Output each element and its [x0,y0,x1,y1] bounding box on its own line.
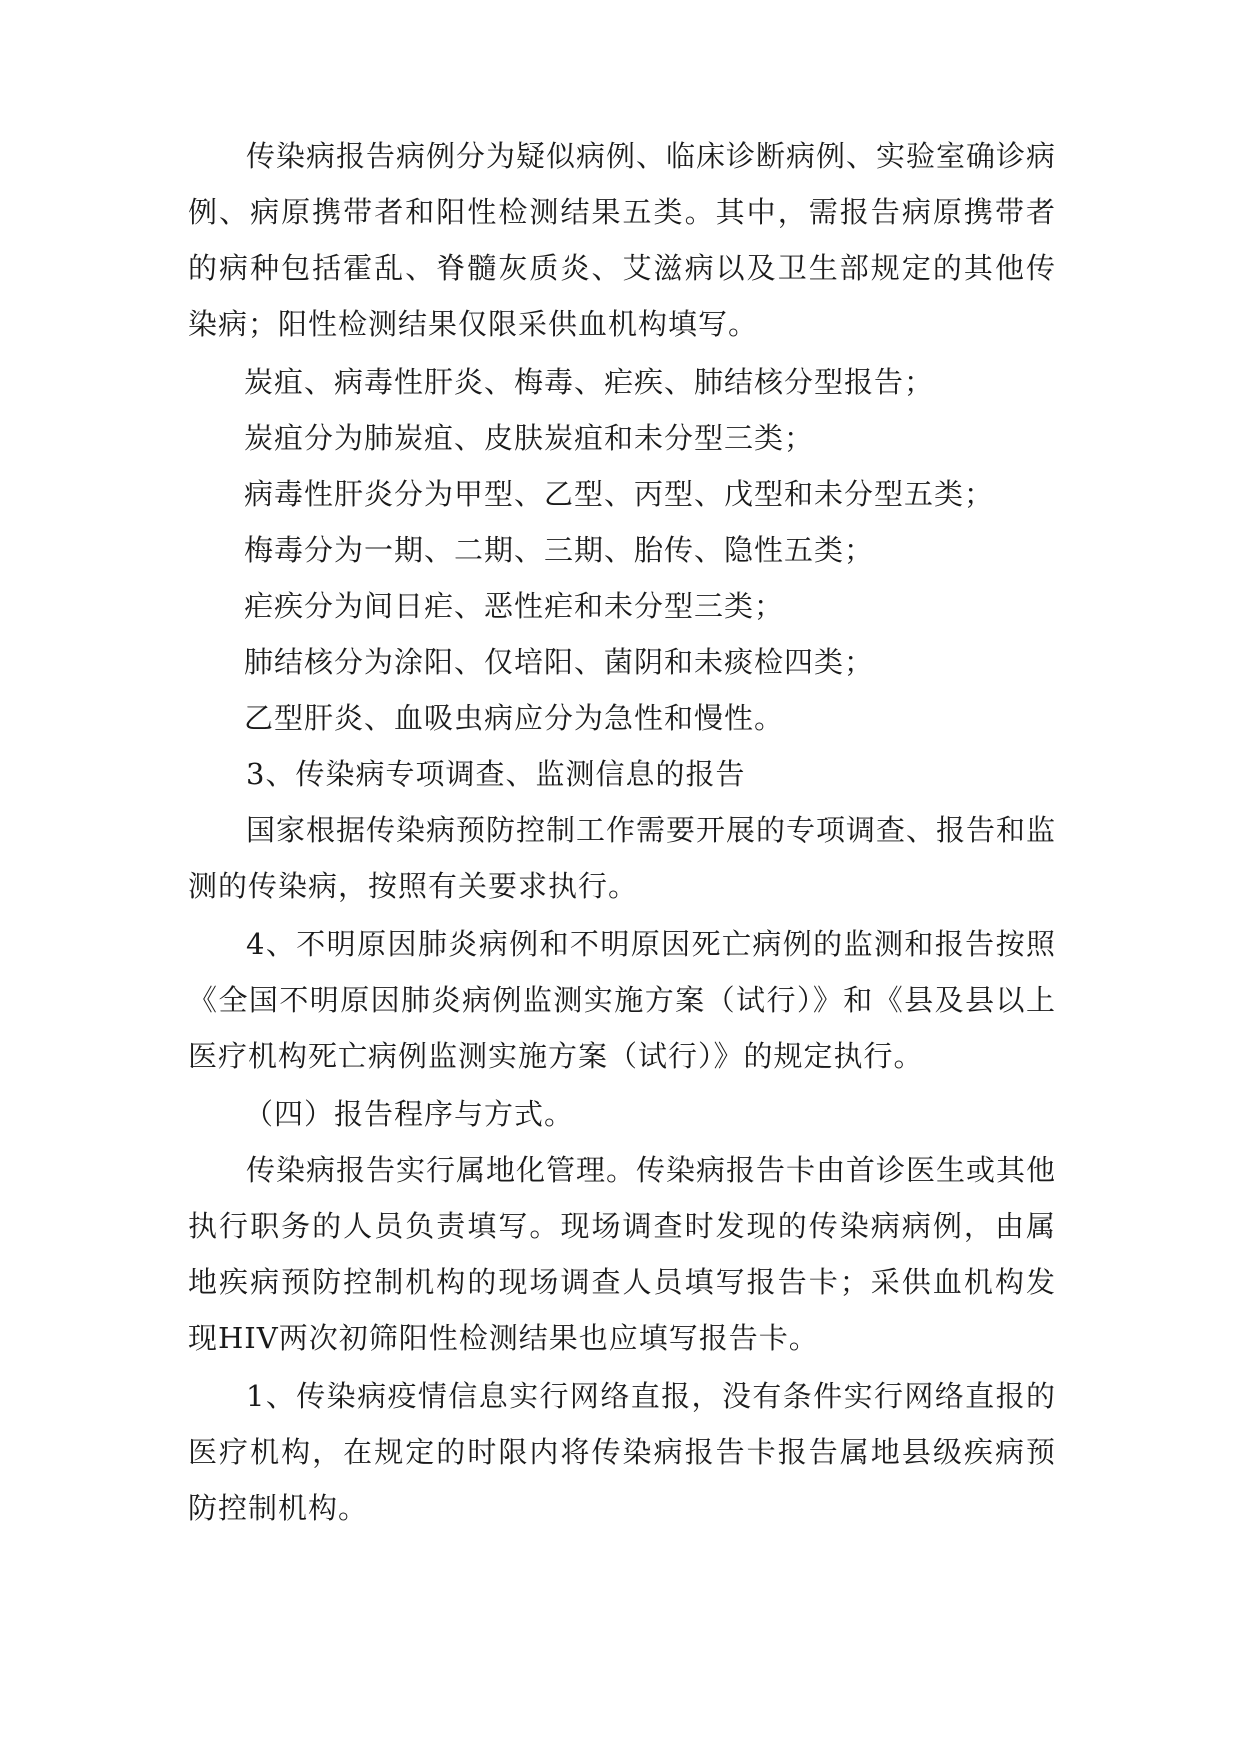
line-typed-reporting: 炭疽、病毒性肝炎、梅毒、疟疾、肺结核分型报告； [244,365,935,399]
line-syphilis-types: 梅毒分为一期、二期、三期、胎传、隐性五类； [244,533,875,567]
paragraph-special-survey: 国家根据传染病预防控制工作需要开展的专项调查、报告和监测的传染病，按照有关要求执行。 [188,813,1057,903]
line-hepatitis-types: 病毒性肝炎分为甲型、乙型、丙型、戊型和未分型五类； [244,477,995,511]
line-malaria-types: 疟疾分为间日疟、恶性疟和未分型三类； [244,589,785,623]
line-acute-chronic: 乙型肝炎、血吸虫病应分为急性和慢性。 [244,701,785,735]
heading-report-procedure: （四）报告程序与方式。 [244,1097,575,1131]
paragraph-case-classification: 传染病报告病例分为疑似病例、临床诊断病例、实验室确诊病例、病原携带者和阳性检测结果五类。其中，需报告病原携带者的病种包括霍乱、脊髓灰质炎、艾滋病以及卫生部规定的其他传染病；阳性检测结果仅限采供血机构填写。 [188,139,1057,341]
paragraph-network-reporting: 1、传染病疫情信息实行网络直报，没有条件实行网络直报的医疗机构，在规定的时限内将传染病报告卡报告属地县级疾病预防控制机构。 [188,1379,1056,1525]
paragraph-territorial-management: 传染病报告实行属地化管理。传染病报告卡由首诊医生或其他执行职务的人员负责填写。现场调查时发现的传染病病例，由属地疾病预防控制机构的现场调查人员填写报告卡；采供血机构发现HIV两次初筛阳性检测结果也应填写报告卡。 [188,1153,1057,1355]
line-tuberculosis-types: 肺结核分为涂阳、仅培阳、菌阴和未痰检四类； [244,645,875,679]
paragraph-unexplained-cases: 4、不明原因肺炎病例和不明原因死亡病例的监测和报告按照《全国不明原因肺炎病例监测实施方案（试行）》和《县及县以上医疗机构死亡病例监测实施方案（试行）》的规定执行。 [188,927,1056,1073]
heading-special-survey: 3、传染病专项调查、监测信息的报告 [246,757,746,791]
line-anthrax-types: 炭疽分为肺炭疽、皮肤炭疽和未分型三类； [244,421,815,455]
